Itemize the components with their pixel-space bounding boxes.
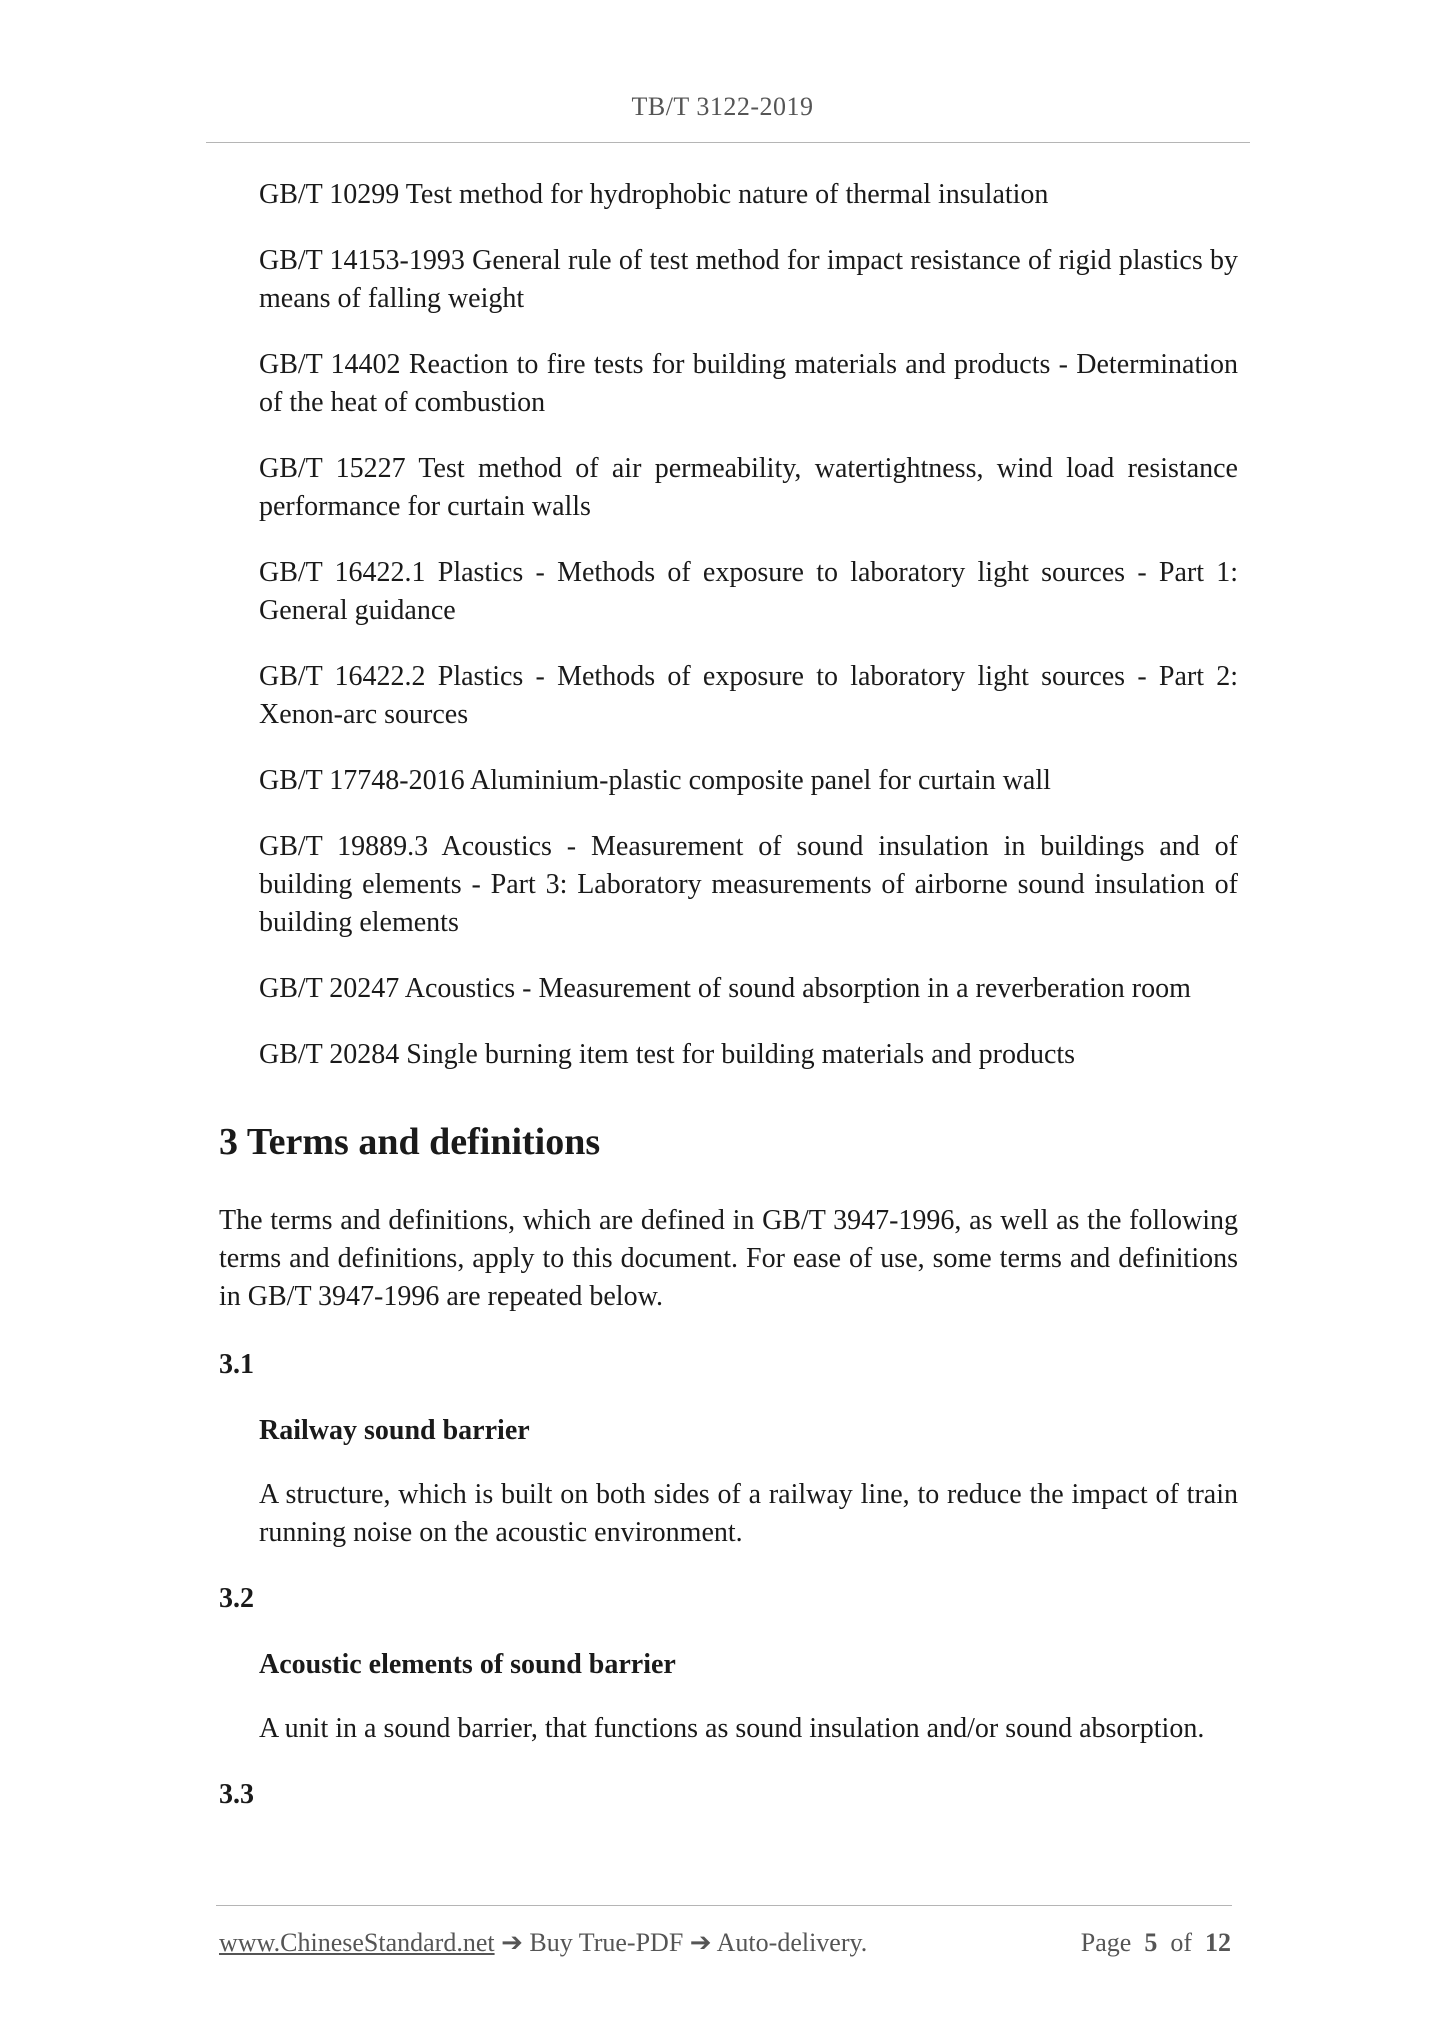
header-divider [206, 142, 1250, 143]
page-header: TB/T 3122-2019 [631, 92, 814, 121]
section-heading: 3 Terms and definitions [219, 1121, 601, 1163]
term-entry [219, 1346, 1238, 1552]
buy-pdf-text: Buy True-PDF [529, 1928, 684, 1957]
reference-item: GB/T 15227 Test method of air permeability, watertightness, wind load resistance performance for curtain walls [259, 453, 1238, 522]
term-definition: A structure, which is built on both sides of a railway line, to reduce the impact of train running noise on the acoustic environment. [259, 1479, 1238, 1548]
page-content [219, 176, 1238, 1842]
auto-delivery-text: Auto-delivery. [716, 1928, 868, 1957]
arrow-icon: ➔ [683, 1928, 717, 1957]
arrow-icon: ➔ [494, 1928, 530, 1957]
clause-number: 3.2 [219, 1583, 254, 1614]
footer-divider [216, 1905, 1232, 1906]
page-total: 12 [1205, 1928, 1231, 1957]
clause-number: 3.3 [219, 1779, 254, 1810]
page-number: 5 [1144, 1928, 1158, 1957]
page-counter [1081, 1926, 1231, 1960]
reference-item: GB/T 20284 Single burning item test for building materials and products [259, 1039, 1076, 1070]
reference-item: GB/T 14153-1993 General rule of test method for impact resistance of rigid plastics by means of falling weight [259, 245, 1238, 314]
reference-item: GB/T 16422.2 Plastics - Methods of exposure to laboratory light sources - Part 2: Xenon-arc sources [259, 661, 1238, 730]
page-label: Page [1080, 1928, 1132, 1957]
of-label: of [1170, 1928, 1192, 1957]
reference-item: GB/T 16422.1 Plastics - Methods of exposure to laboratory light sources - Part 1: General guidance [259, 557, 1238, 626]
normative-references-list [219, 176, 1238, 1074]
reference-item: GB/T 20247 Acoustics - Measurement of sound absorption in a reverberation room [259, 973, 1191, 1004]
clause-number: 3.1 [219, 1349, 254, 1380]
section-intro: The terms and definitions, which are defined in GB/T 3947-1996, as well as the following terms and definitions, apply to this document. For ease of use, some terms and definitions in GB/T 3947-1996 are repeated below. [219, 1205, 1238, 1312]
term-entry [219, 1580, 1238, 1748]
reference-item: GB/T 10299 Test method for hydrophobic nature of thermal insulation [259, 179, 1049, 210]
website-link[interactable]: www.ChineseStandard.net [219, 1928, 495, 1957]
reference-item: GB/T 14402 Reaction to fire tests for building materials and products - Determination of the heat of combustion [259, 349, 1238, 418]
term-name: Railway sound barrier [259, 1415, 530, 1446]
reference-item: GB/T 19889.3 Acoustics - Measurement of sound insulation in buildings and of building elements - Part 3: Laboratory measurements of airborne sound insulation of building elements [259, 831, 1238, 938]
reference-item: GB/T 17748-2016 Aluminium-plastic composite panel for curtain wall [259, 765, 1051, 796]
term-name: Acoustic elements of sound barrier [259, 1649, 676, 1680]
term-definition: A unit in a sound barrier, that functions as sound insulation and/or sound absorption. [259, 1713, 1205, 1744]
footer-promo [219, 1926, 867, 1960]
